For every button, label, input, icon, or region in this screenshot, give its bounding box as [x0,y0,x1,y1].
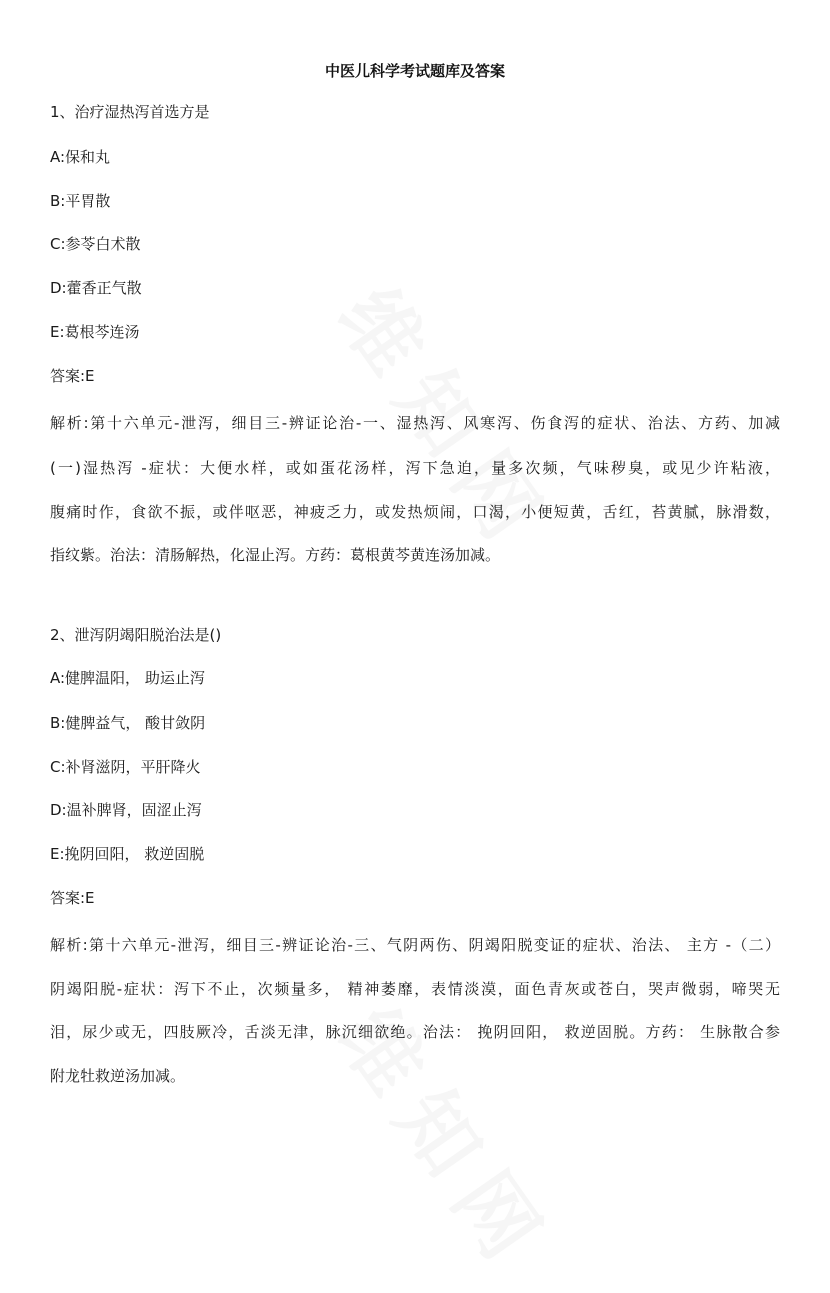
question-1-option-d: D:藿香正气散 [50,279,142,297]
question-2-option-a: A:健脾温阳， 助运止泻 [50,669,205,687]
question-1-text: 1、治疗湿热泻首选方是 [50,103,210,121]
question-1-option-a: A:保和丸 [50,148,111,166]
question-2-option-c: C:补肾滋阴，平肝降火 [50,758,201,776]
question-1-analysis-line: 腹痛时作，食欲不振，或伴呕恶，神疲乏力，或发热烦闹，口渴，小便短黄，舌红，苔黄腻，脉滑数， [50,503,780,521]
question-2-answer: 答案:E [50,889,95,907]
question-2-option-d: D:温补脾肾，固涩止泻 [50,801,202,819]
question-2-analysis-line: 解析:第十六单元-泄泻，细目三-辨证论治-三、气阴两伤、阴竭阳脱变证的症状、治法、 主方 -（二） [50,936,780,954]
question-2-option-b: B:健脾益气， 酸甘敛阴 [50,714,206,732]
question-2-analysis-line: 阴竭阳脱-症状：泻下不止，次频量多， 精神萎靡，表情淡漠，面色青灰或苍白，哭声微弱，啼哭无 [50,980,780,998]
question-1-answer: 答案:E [50,367,95,385]
question-1-analysis-line: (一)湿热泻 -症状：大便水样，或如蛋花汤样，泻下急迫，量多次频，气味秽臭，或见少许粘液， [50,459,780,477]
question-1-option-e: E:葛根芩连汤 [50,323,140,341]
question-1-analysis-line: 指纹紫。治法：清肠解热，化湿止泻。方药：葛根黄芩黄连汤加减。 [50,546,501,564]
question-2-text: 2、泄泻阴竭阳脱治法是() [50,626,222,644]
question-1-option-b: B:平胃散 [50,192,111,210]
question-2-analysis-line: 附龙牡救逆汤加减。 [50,1067,186,1085]
question-1-analysis-line: 解析:第十六单元-泄泻，细目三-辨证论治-一、湿热泻、风寒泻、伤食泻的症状、治法、方药、加减 [50,414,780,432]
question-2-option-e: E:挽阴回阳， 救逆固脱 [50,845,205,863]
question-2-analysis-line: 泪，尿少或无，四肢厥冷，舌淡无津，脉沉细欲绝。治法： 挽阴回阳， 救逆固脱。方药： 生脉散合参 [50,1023,780,1041]
question-1-option-c: C:参苓白术散 [50,235,141,253]
page-title: 中医儿科学考试题库及答案 [324,62,505,80]
